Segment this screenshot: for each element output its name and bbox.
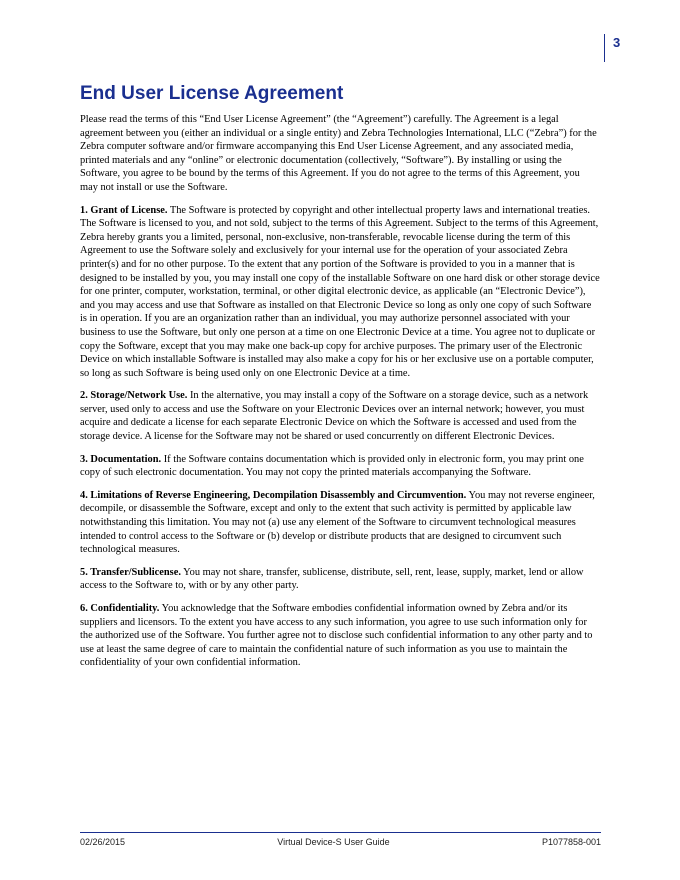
- footer-part-number: P1077858-001: [541, 837, 601, 847]
- section-documentation: [80, 453, 600, 480]
- section-reverse-engineering: [80, 489, 600, 557]
- section-confidentiality: [80, 602, 600, 670]
- agreement-body: [80, 113, 600, 679]
- section-heading: 6. Confidentiality.: [80, 603, 160, 614]
- section-heading: 3. Documentation.: [80, 453, 162, 465]
- page-footer: [80, 837, 601, 847]
- footer-divider: [80, 832, 601, 833]
- intro-paragraph: Please read the terms of this “End User License Agreement” (the “Agreement”) carefully. The Agreement is a legal agreement between you (either an individual or a single entity) and Zebra Technologies International, LLC (“Zebra”) for the Zebra computer software and/or firmware accompanying this End User License Agreement, and any associated media, printed materials and any “online” or electronic documentation (collectively, “Software”). By installing or using the Software, you agree to be bound by the terms of this Agreement. If you do not agree to the terms of this Agreement, you may not install or use the Software.: [80, 114, 597, 193]
- page-number: 3: [604, 34, 620, 62]
- section-body: You acknowledge that the Software embodies confidential information owned by Zebra and/or its suppliers and licensors. To the extent you have access to any such information, you agree to use such information only for the authorized use of the Software. You further agree not to disclose such confidential information to any other party and to use at least the same degree of care to maintain the confidential nature of such information as you use to maintain the confidentiality of your own confidential information.: [80, 603, 593, 669]
- section-heading: 1. Grant of License.: [80, 204, 168, 216]
- section-body: The Software is protected by copyright and other intellectual property laws and international treaties. The Software is licensed to you, and not sold, subject to the terms of this Agreement. Subject to the terms of this Agreement, Zebra hereby grants you a limited, personal, non-exclusive, non-transferable, revocable license during the term of this Agreement to use the Software solely and exclusively for your internal use for the operation of your associated Zebra printer(s) and for no other purpose. To the extent that any portion of the Software is provided to you in a manner that is designed to be installed by you, you may install one copy of the installable Software on one hard disk or other storage device for one printer, computer, workstation, terminal, or other digital electronic device, as applicable (an “Electronic Device”), and you may access and use that Software as installed on that Electronic Device so long as only one copy of such Software is in operation. If you are an organization rather than an individual, you may authorize personnel associated with your business to use the Software, but only one person at a time on one Electronic Device at a time. You agree not to duplicate or copy the Software, except that you may make one back-up copy for archive purposes. The primary user of the Electronic Device on which installable Software is installed may also make a copy for his or her exclusive use on a portable computer, so long as such Software is being used only on one Electronic Device at a time.: [80, 204, 600, 379]
- footer-date: 02/26/2015: [80, 837, 126, 847]
- page-title: End User License Agreement: [80, 83, 344, 104]
- section-heading: 2. Storage/Network Use.: [80, 390, 188, 402]
- section-body: In the alternative, you may install a copy of the Software on a storage device, such as a network server, used only to access and use the Software on your Electronic Devices over an internal network; however, you must acquire and dedicate a license for each separate Electronic Device on which the Software is accessed and used from the storage device. A license for the Software may not be shared or used concurrently on different Electronic Devices.: [80, 390, 589, 443]
- section-grant-of-license: [80, 204, 600, 381]
- section-body: You may not reverse engineer, decompile, or disassemble the Software, except and only to the extent that such activity is permitted by applicable law notwithstanding this limitation. You may not (a) use any element of the Software to circumvent technological measures intended to control access to the Software or (b) develop or distribute products that are designed to circumvent such technological measures.: [80, 489, 595, 556]
- section-transfer-sublicense: [80, 566, 600, 593]
- footer-doc-title: Virtual Device-S User Guide: [277, 837, 390, 847]
- section-heading: 4. Limitations of Reverse Engineering, Decompilation Disassembly and Circumvention.: [80, 489, 467, 501]
- section-body: You may not share, transfer, sublicense, distribute, sell, rent, lease, supply, market, lend or allow access to the Software to, with or by any other party.: [80, 566, 584, 592]
- section-body: If the Software contains documentation which is provided only in electronic form, you may print one copy of such electronic documentation. You may not copy the printed materials accompanying the Software.: [80, 453, 584, 479]
- section-storage-network-use: [80, 389, 600, 443]
- section-heading: 5. Transfer/Sublicense.: [80, 566, 181, 578]
